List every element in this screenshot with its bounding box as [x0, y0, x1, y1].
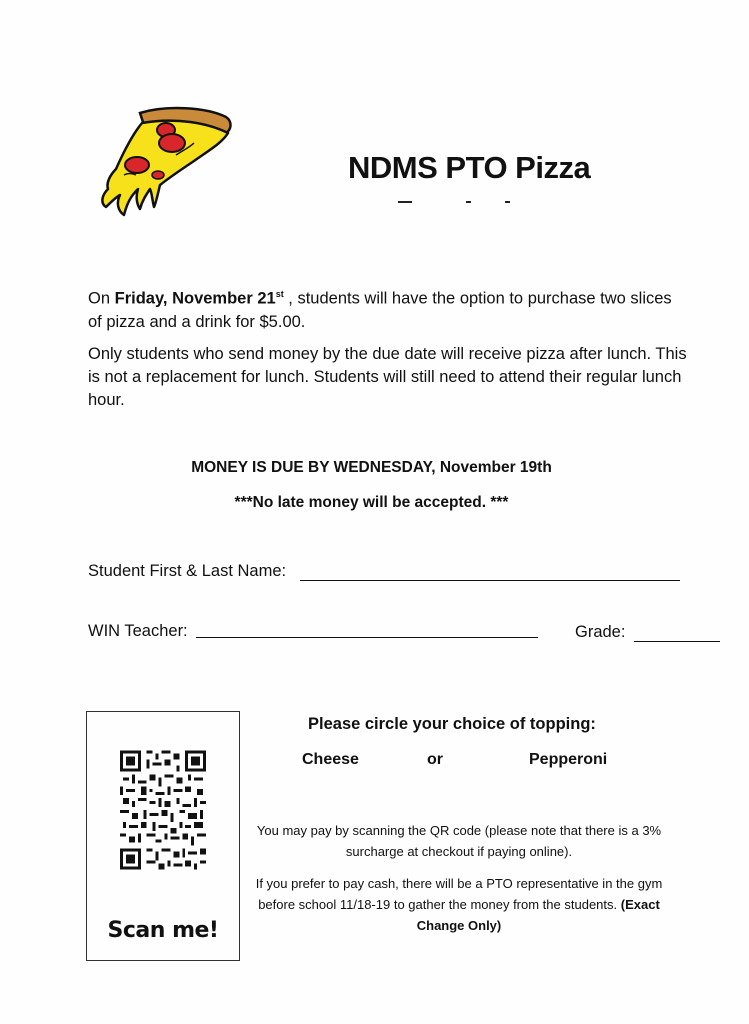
due-date-notice: MONEY IS DUE BY WEDNESDAY, November 19th [191, 459, 552, 476]
teacher-label: WIN Teacher: [88, 622, 188, 640]
cash-payment-note [246, 873, 672, 936]
scan-me-caption: Scan me! [107, 918, 219, 943]
exact-change-note: (Exact Change Only) [416, 897, 660, 933]
qr-code-icon[interactable] [120, 750, 206, 870]
late-money-notice: ***No late money will be accepted. *** [234, 494, 509, 511]
student-name-label: Student First & Last Name: [88, 562, 287, 580]
topping-option-cheese[interactable]: Cheese [302, 751, 359, 768]
cash-payment-text: If you prefer to pay cash, there will be a PTO representative in the gym before school 11/18-19 to gather the money from the students. [255, 876, 663, 912]
teacher-field[interactable] [196, 637, 538, 638]
intro-paragraph [88, 283, 688, 334]
grade-field[interactable] [634, 641, 720, 642]
topping-option-pepperoni[interactable]: Pepperoni [529, 751, 608, 768]
topping-heading: Please circle your choice of topping: [308, 715, 596, 733]
grade-label: Grade: [575, 623, 626, 641]
title-dash [466, 201, 471, 203]
student-name-field[interactable] [300, 580, 680, 581]
event-date: Friday, November 21 [114, 289, 276, 308]
pizza-slice-icon [96, 103, 238, 225]
page-title: NDMS PTO Pizza [348, 150, 591, 185]
qr-code-box [86, 711, 240, 961]
intro-text: , students will have the option to purchase two slices of pizza and a drink for $5.00. [88, 289, 672, 331]
topping-or-text: or [427, 751, 443, 768]
title-dash [398, 201, 412, 203]
date-suffix: st [275, 289, 284, 299]
intro-text: On [88, 289, 115, 308]
lunch-paragraph: Only students who send money by the due date will receive pizza after lunch. This is not a replacement for lunch. Students will still need to attend their regular lunch hour. [88, 345, 687, 409]
online-payment-note: You may pay by scanning the QR code (please note that there is a 3% surcharge at checkout if paying online). [256, 823, 662, 859]
title-dash [505, 201, 510, 203]
